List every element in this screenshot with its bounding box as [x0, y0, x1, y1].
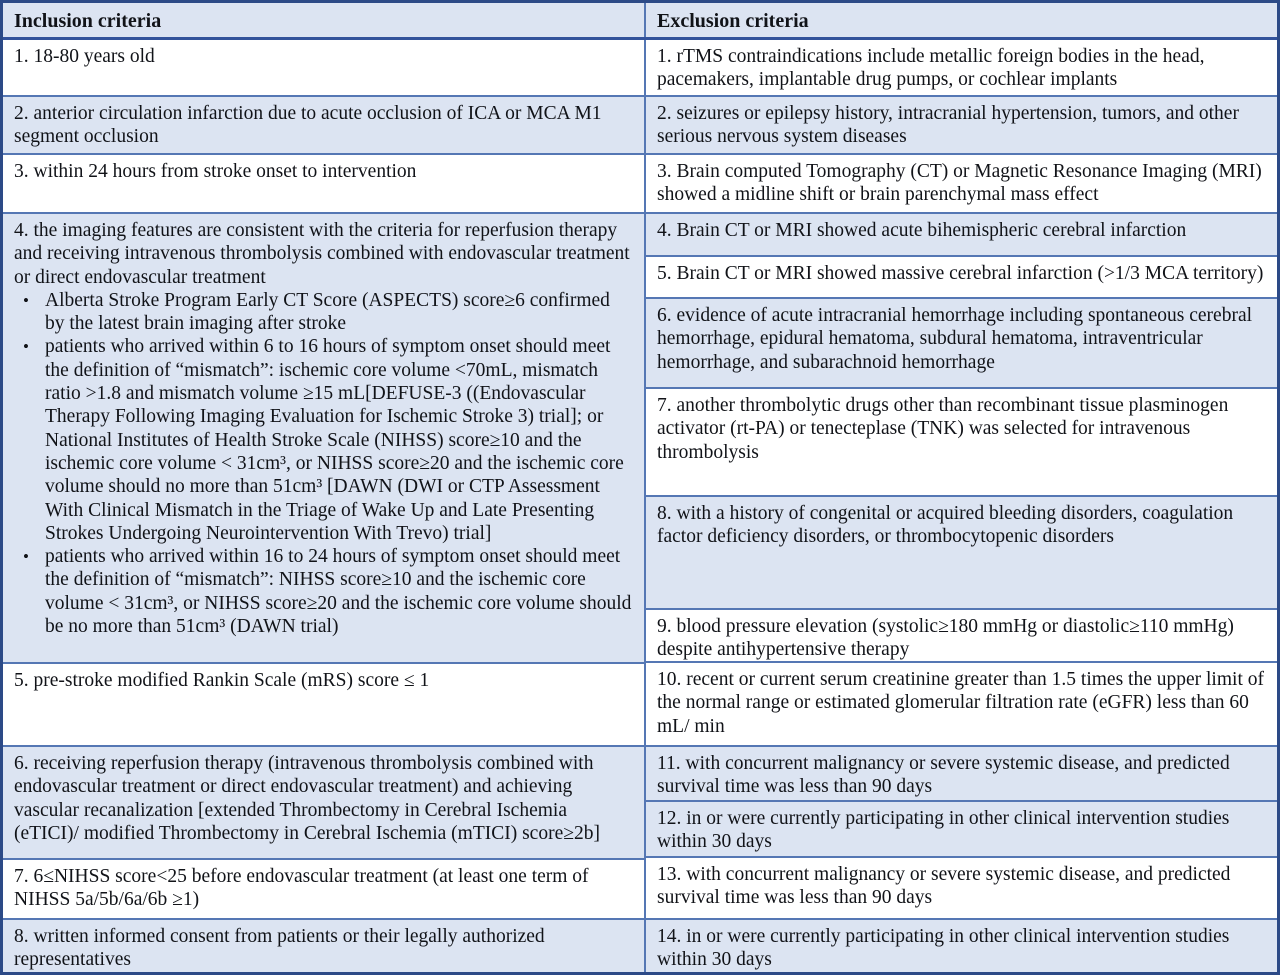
criterion-text: 14. in or were currently participating in other clinical intervention studies within 30 days	[657, 926, 1230, 971]
criterion-bullet	[14, 289, 636, 336]
exclusion-criterion-cell	[646, 747, 1277, 802]
exclusion-criterion-cell	[646, 802, 1277, 858]
exclusion-criterion-cell	[646, 663, 1277, 747]
inclusion-criterion-cell	[3, 860, 644, 920]
exclusion-column	[646, 40, 1277, 972]
bullet-text: Alberta Stroke Program Early CT Score (ASPECTS) score≥6 confirmed by the latest brain imaging after stroke	[45, 289, 610, 335]
criterion-text: 5. Brain CT or MRI showed massive cerebral infarction (>1/3 MCA territory)	[657, 263, 1264, 284]
criterion-text: 3. Brain computed Tomography (CT) or Magnetic Resonance Imaging (MRI) showed a midline shift or brain parenchymal mass effect	[657, 161, 1262, 206]
bullet-icon: •	[23, 547, 29, 567]
exclusion-criterion-cell	[646, 858, 1277, 920]
criterion-text: 6. evidence of acute intracranial hemorrhage including spontaneous cerebral hemorrhage, epidural hematoma, subdural hematoma, intraventricular hemorrhage, and subarachnoid hemorrhage	[657, 305, 1253, 373]
exclusion-criterion-cell	[646, 214, 1277, 257]
criterion-text: 8. with a history of congenital or acquired bleeding disorders, coagulation factor deficiency disorders, or thrombocytopenic disorders	[657, 503, 1234, 548]
exclusion-criteria-header: Exclusion criteria	[646, 3, 1277, 37]
exclusion-criterion-cell	[646, 40, 1277, 97]
criterion-text: 6. receiving reperfusion therapy (intravenous thrombolysis combined with endovascular treatment or direct endovascular treatment) and achieving vascular recanalization [extended Thrombectomy in Cerebral Ischemia (eTICI)/ modified Thrombectomy in Cerebral Ischemia (mTICI) score≥2b]	[14, 753, 600, 844]
inclusion-criterion-cell	[3, 664, 644, 747]
criterion-text: 4. the imaging features are consistent with the criteria for reperfusion therapy and receiving intravenous thrombolysis combined with endovascular treatment or direct endovascular treatment	[14, 220, 630, 288]
bullet-icon: •	[23, 290, 29, 310]
criterion-text: 2. seizures or epilepsy history, intracranial hypertension, tumors, and other serious nervous system diseases	[657, 103, 1239, 148]
inclusion-criterion-cell	[3, 747, 644, 860]
criterion-text: 10. recent or current serum creatinine greater than 1.5 times the upper limit of the normal range or estimated glomerular filtration rate (eGFR) less than 60 mL/ min	[657, 669, 1264, 737]
inclusion-criterion-cell	[3, 214, 644, 664]
criterion-text: 9. blood pressure elevation (systolic≥180 mmHg or diastolic≥110 mmHg) despite antihypertensive therapy	[657, 616, 1234, 661]
exclusion-criterion-cell	[646, 155, 1277, 214]
exclusion-criterion-cell	[646, 97, 1277, 155]
exclusion-criterion-cell	[646, 389, 1277, 497]
criterion-text: 3. within 24 hours from stroke onset to intervention	[14, 161, 417, 182]
exclusion-criterion-cell	[646, 497, 1277, 610]
inclusion-criterion-cell	[3, 97, 644, 155]
bullet-text: patients who arrived within 6 to 16 hours of symptom onset should meet the definition of “mismatch”: ischemic core volume <70mL, mismatch ratio >1.8 and mismatch volume ≥15 mL[DEFUSE-3 ((Endovascular Therapy Following Imaging Evaluation for Ischemic Stroke 3) trial]; or National Institutes of Health Stroke Scale (NIHSS) score≥10 and the ischemic core volume < 31cm³, or NIHSS score≥20 and the ischemic core volume should no more than 51cm³ [DAWN (DWI or CTP Assessment With Clinical Mismatch in the Triage of Wake Up and Late Presenting Strokes Undergoing Neurointervention With Trevo) trial]	[45, 336, 624, 544]
criterion-text: 7. 6≤NIHSS score<25 before endovascular treatment (at least one term of NIHSS 5a/5b/6a/6b ≥1)	[14, 866, 589, 911]
table-header-row	[3, 3, 1277, 40]
table-body	[3, 40, 1277, 972]
exclusion-criterion-cell	[646, 257, 1277, 299]
exclusion-criterion-cell	[646, 920, 1277, 972]
criterion-text: 8. written informed consent from patients or their legally authorized representatives	[14, 926, 545, 971]
inclusion-column	[3, 40, 646, 972]
criterion-text: 12. in or were currently participating in other clinical intervention studies within 30 days	[657, 808, 1230, 853]
inclusion-criterion-cell	[3, 40, 644, 97]
exclusion-criterion-cell	[646, 299, 1277, 389]
criterion-text: 1. rTMS contraindications include metallic foreign bodies in the head, pacemakers, implantable drug pumps, or cochlear implants	[657, 46, 1205, 91]
exclusion-criterion-cell	[646, 610, 1277, 663]
bullet-icon: •	[23, 337, 29, 357]
criterion-text: 11. with concurrent malignancy or severe systemic disease, and predicted survival time was less than 90 days	[657, 753, 1230, 798]
criterion-text: 4. Brain CT or MRI showed acute bihemispheric cerebral infarction	[657, 220, 1187, 241]
criterion-text: 2. anterior circulation infarction due to acute occlusion of ICA or MCA M1 segment occlusion	[14, 103, 602, 148]
criterion-bullet	[14, 545, 636, 638]
inclusion-criteria-header: Inclusion criteria	[3, 3, 646, 37]
criterion-bullet	[14, 335, 636, 545]
inclusion-criterion-cell	[3, 920, 644, 972]
criterion-text: 1. 18-80 years old	[14, 46, 155, 67]
criterion-text: 7. another thrombolytic drugs other than recombinant tissue plasminogen activator (rt-PA) or tenecteplase (TNK) was selected for intravenous thrombolysis	[657, 395, 1229, 463]
bullet-text: patients who arrived within 16 to 24 hours of symptom onset should meet the definition of “mismatch”: NIHSS score≥10 and the ischemic core volume < 31cm³, or NIHSS score≥20 and the ischemic core volume should be no more than 51cm³ (DAWN trial)	[45, 546, 632, 638]
criterion-text: 5. pre-stroke modified Rankin Scale (mRS) score ≤ 1	[14, 670, 430, 691]
criterion-text: 13. with concurrent malignancy or severe systemic disease, and predicted survival time was less than 90 days	[657, 864, 1231, 909]
inclusion-criterion-cell	[3, 155, 644, 214]
